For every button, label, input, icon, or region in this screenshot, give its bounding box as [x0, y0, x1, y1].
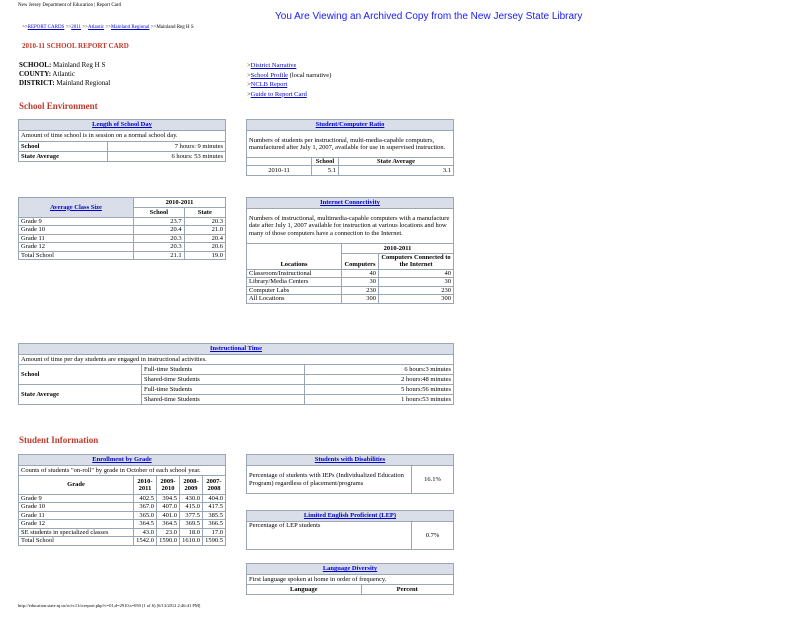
breadcrumb-year[interactable]: 2011 — [71, 25, 82, 30]
enrollment-title[interactable]: Enrollment by Grade — [92, 456, 152, 464]
breadcrumb: >>REPORT CARDS >>2011 >>Atlantic >>Mainland Regional >>Mainland Reg H S — [22, 25, 194, 30]
language-title[interactable]: Language Diversity — [322, 565, 378, 573]
lep-desc: Percentage of LEP students — [247, 522, 412, 550]
internet-connectivity-table: Internet Connectivity Numbers of instructional, multimedia-capable computers with a manufacture date after July 1, 2007 available for instruction at various locations and how many of those computers have a connection to the Internet. Locations 2010-2011 Computers Computers Connected to the Internet Classroom/Instructional 40 40 Library/Media Centers 30 30 Computer Labs 230 230 All Locations 300 300 — [246, 197, 454, 304]
breadcrumb-district[interactable]: Mainland Regional — [110, 25, 150, 30]
language-desc: First language spoken at home in order of frequency. — [247, 575, 454, 585]
breadcrumb-school: Mainland Reg H S — [156, 25, 194, 30]
link-district-narrative[interactable]: >District Narrative — [247, 62, 297, 69]
ratio-title[interactable]: Student/Computer Ratio — [315, 121, 385, 129]
page-header-text: New Jersey Department of Education | Report Card — [18, 3, 122, 8]
disabilities-desc: Percentage of students with IEPs (Individualized Education Program) regardless of placement/programs — [247, 466, 412, 494]
school-name: Mainland Reg H S — [53, 61, 106, 69]
page-title: 2010-11 SCHOOL REPORT CARD — [22, 42, 129, 50]
report-links — [247, 61, 331, 99]
disabilities-title[interactable]: Students with Disabilities — [314, 456, 386, 464]
disabilities-table — [246, 454, 454, 494]
lep-table — [246, 510, 454, 550]
student-computer-ratio-table: Student/Computer Ratio Numbers of students per instructional, multi-media-capable computers, manufactured after July 1, 2007, available for use in supervised instruction. School State Average 2010-11 5.1 3.1 — [246, 119, 454, 176]
enrollment-table: Enrollment by Grade Counts of students "on-roll" by grade in October of each school year. Grade 2010-2011 2009-2010 2008-2009 2007-2008 Grade 9 402.5 394.5 430.0 404.0 Grade 10 367.0 407.0 415.0 417.5 Grade 11 365.0 401.0 377.5 385.5 Grade 12 364.5 364.5 369.5 366.5 SE students in specialized classes 43.0 23.0 18.0 17.0 Total School 1542.0 1590.0 1610.0 1590.5 — [18, 454, 226, 546]
length-of-day-table: Length of School Day Amount of time school is in session on a normal school day. School 7 hours: 9 minutes State Average 6 hours: 53 minutes — [18, 119, 226, 162]
section-school-environment: School Environment — [19, 101, 98, 111]
lep-value: 0.7% — [412, 522, 454, 550]
length-of-day-desc: Amount of time school is in session on a normal school day. — [19, 131, 226, 142]
district-name: Mainland Regional — [56, 79, 111, 87]
connectivity-desc: Numbers of instructional, multimedia-capable computers with a manufacture date after July 1, 2007 available for instruction at various locations and how many of those computers have a connection to the Internet. — [247, 209, 454, 244]
instructional-time-title[interactable]: Instructional Time — [210, 345, 262, 353]
link-nclb-report[interactable]: >NCLB Report — [247, 81, 288, 88]
county-name: Atlantic — [52, 70, 75, 78]
language-diversity-table: Language Diversity First language spoken at home in order of frequency. Language Percent — [246, 563, 454, 595]
breadcrumb-county[interactable]: Atlantic — [87, 25, 105, 30]
class-size-table: Average Class Size 2010-2011 School State Grade 9 23.7 20.3 Grade 10 20.4 21.0 Grade 11 20.3 20.4 Grade 12 20.3 20.6 Total School 21.1 19.0 — [18, 197, 226, 260]
link-guide[interactable]: >Guide to Report Card — [247, 90, 307, 98]
instructional-time-desc: Amount of time per day students are engaged in instructional activities. — [19, 355, 454, 365]
school-info: SCHOOL: Mainland Reg H S COUNTY: Atlantic DISTRICT: Mainland Regional — [19, 61, 111, 87]
enrollment-desc: Counts of students "on-roll" by grade in October of each school year. — [19, 466, 226, 476]
link-school-profile[interactable]: >School Profile (local narrative) — [247, 71, 332, 79]
section-student-information: Student Information — [19, 435, 99, 445]
length-of-day-title[interactable]: Length of School Day — [92, 121, 152, 129]
breadcrumb-report-cards[interactable]: REPORT CARDS — [27, 25, 65, 30]
disabilities-value: 16.1% — [412, 466, 454, 494]
lep-title[interactable]: Limited English Proficient (LEP) — [303, 512, 397, 520]
page-footer-url: http://education.state.nj.us/rc/rc11/rcreport.php?c=01;d=2910;s=050 (1 of 6) [6/13/2012 2:46:41 PM] — [18, 603, 201, 608]
class-size-title[interactable]: Average Class Size — [50, 203, 102, 211]
archive-banner: You Are Viewing an Archived Copy from the New Jersey State Library — [275, 11, 583, 22]
ratio-desc: Numbers of students per instructional, multi-media-capable computers, manufactured after July 1, 2007, available for use in supervised instruction. — [247, 131, 454, 158]
connectivity-title[interactable]: Internet Connectivity — [320, 199, 380, 207]
instructional-time-table: Instructional Time Amount of time per day students are engaged in instructional activities. School Full-time Students 6 hours:3 minutes Shared-time Students 2 hours:48 minutes State Average Full-time Students 5 hours:56 minutes Shared-time Students 1 hours:53 minutes — [18, 343, 454, 405]
